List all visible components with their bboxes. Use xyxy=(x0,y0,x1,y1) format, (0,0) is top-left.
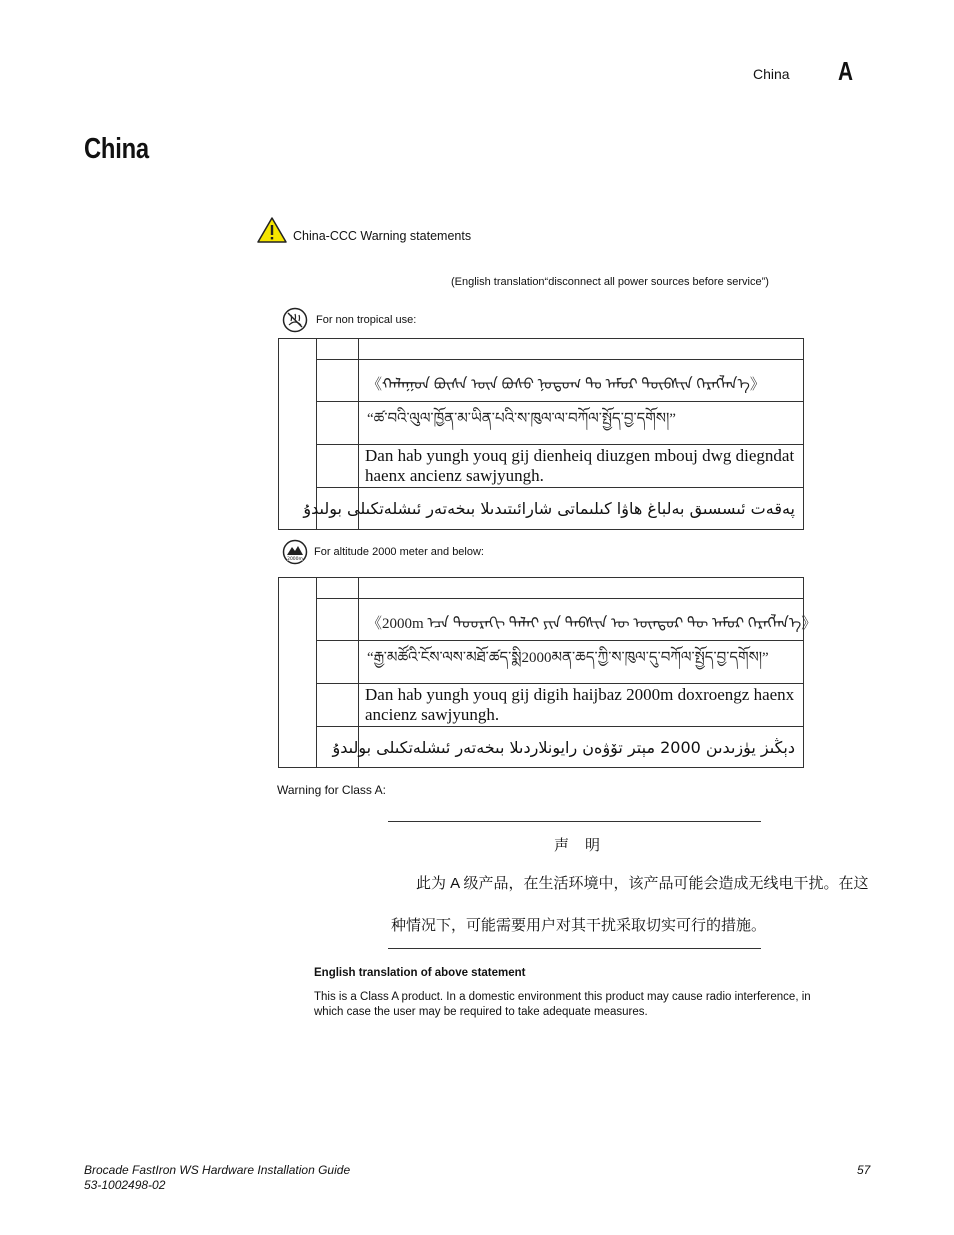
table-row xyxy=(279,641,804,684)
zhuang-text: Dan hab yungh youq gij digih haijbaz 2000m doxroengz haenx ancienz sawjyungh. xyxy=(365,685,795,724)
table-row xyxy=(279,599,804,641)
appendix-letter: A xyxy=(838,56,854,86)
table-row xyxy=(279,684,804,727)
table-row xyxy=(279,402,804,445)
divider-bottom xyxy=(388,948,761,949)
table-row xyxy=(279,488,804,530)
table-cell xyxy=(317,339,359,360)
footer-document-number: 53-1002498-02 xyxy=(84,1178,166,1192)
tibetan-text-cell xyxy=(359,641,804,684)
non-tropical-icon xyxy=(282,307,308,333)
table-row xyxy=(279,578,804,599)
tibetan-text: “ཚ་བའི་ལུལ་ཁྱོན་མ་ཡིན་པའི་ས་ཁུལ་ལ་བཀོལ་སྤྱོད་བྱ་དགོས།” xyxy=(367,411,676,427)
altitude-2000m-icon xyxy=(282,539,308,565)
english-translation-heading: English translation of above statement xyxy=(314,967,526,979)
tibetan-text: “རྒྱ་མཚོའི་ངོས་ལས་མཐོ་ཚད་སྨི2000མན་ཆད་ཀྱི་ས་ཁུལ་དུ་བཀོལ་སྤྱོད་བྱ་དགོས།” xyxy=(367,650,769,666)
uyghur-text: پەقەت ئىسسىق بەلباغ ھاۋا كىلىماتى شارائىتىدىلا بىخەتەر ئىشلەتكىلى بولىدۇ xyxy=(303,499,795,518)
footer-page-number: 57 xyxy=(857,1163,871,1177)
table-cell xyxy=(317,402,359,445)
chinese-statement-title: 声明 xyxy=(554,837,617,854)
non-tropical-label: For non tropical use: xyxy=(316,314,417,326)
zhuang-text-cell xyxy=(359,684,804,727)
header-section-name: China xyxy=(753,66,790,82)
chinese-statement-line-2: 种情况下，可能需要用户对其干扰采取切实可行的措施。 xyxy=(391,917,767,934)
table-row xyxy=(279,360,804,402)
ccc-warning-label: China-CCC Warning statements xyxy=(293,229,472,243)
class-a-warning-label: Warning for Class A: xyxy=(277,783,386,797)
english-translation-body: This is a Class A product. In a domestic environment this product may cause radio interference, in which case the user may be required to take adequate measures. xyxy=(314,991,811,1018)
non-tropical-language-table xyxy=(278,338,804,530)
page-title: China xyxy=(84,133,149,165)
uyghur-text: دېڭىز يۈزىدىن 2000 مېتر تۆۋەن رايونلاردىلا بىخەتەر ئىشلەتكىلى بولىدۇ xyxy=(332,737,795,757)
table-cell xyxy=(317,578,359,599)
warning-triangle-icon xyxy=(256,216,288,249)
table-cell xyxy=(317,445,359,488)
altitude-label: For altitude 2000 meter and below: xyxy=(314,546,484,558)
table-cell xyxy=(359,578,804,599)
table-cell-merged xyxy=(279,578,317,768)
mongolian-text-cell xyxy=(359,599,817,641)
table-row xyxy=(279,727,804,768)
mongolian-text: 《2000m ᠡᠴᠡ ᠳᠣᠣᠷᠠᠬᠢ ᠳᠠᠯᠠᠢ ᠶᠢᠨ ᠲᠡᠪᠰᠢᠨ ᠦ ᠥᠨᠳᠥᠷ ᠲᠦ ᠠᠮᠤᠷ ᠬᠡᠷᠡᠭᠯᠡᠨ᠎ᠡ》 xyxy=(367,615,817,632)
table-cell xyxy=(317,599,359,641)
tibetan-text-cell xyxy=(359,402,804,445)
table-row xyxy=(279,445,804,488)
table-row xyxy=(279,339,804,360)
mongolian-text-cell xyxy=(359,360,804,402)
altitude-language-table xyxy=(278,577,817,768)
zhuang-text-cell xyxy=(359,445,804,488)
table-cell xyxy=(317,684,359,727)
mongolian-text: 《ᠬᠠᠯᠠᠭᠤᠨ ᠪᠦᠰᠡ ᠦᠨ ᠪᠤᠰᠤ ᠨᠤᠲᠤᠭ ᠲᠤ ᠠᠮᠤᠷ ᠲᠦᠪᠰᠢᠨ ᠬᠡᠷᠡᠭᠯᠡᠨ᠎ᠡ》 xyxy=(367,376,765,393)
svg-text:2000m: 2000m xyxy=(287,557,303,562)
ccc-english-translation: (English translation“disconnect all power sources before service”) xyxy=(451,276,769,288)
footer-guide-title: Brocade FastIron WS Hardware Installation Guide xyxy=(84,1163,351,1177)
table-cell xyxy=(317,641,359,684)
uyghur-text-cell xyxy=(303,488,804,530)
table-cell xyxy=(359,339,804,360)
zhuang-text: Dan hab yungh youq gij dienheiq diuzgen mbouj dwg diegndat haenx ancienz sawjyungh. xyxy=(365,446,795,485)
uyghur-text-cell xyxy=(332,727,804,768)
divider-top xyxy=(388,821,761,822)
chinese-statement-line-1: 此为 A 级产品，在生活环境中，该产品可能会造成无线电干扰。在这 xyxy=(416,875,869,892)
table-cell xyxy=(317,360,359,402)
